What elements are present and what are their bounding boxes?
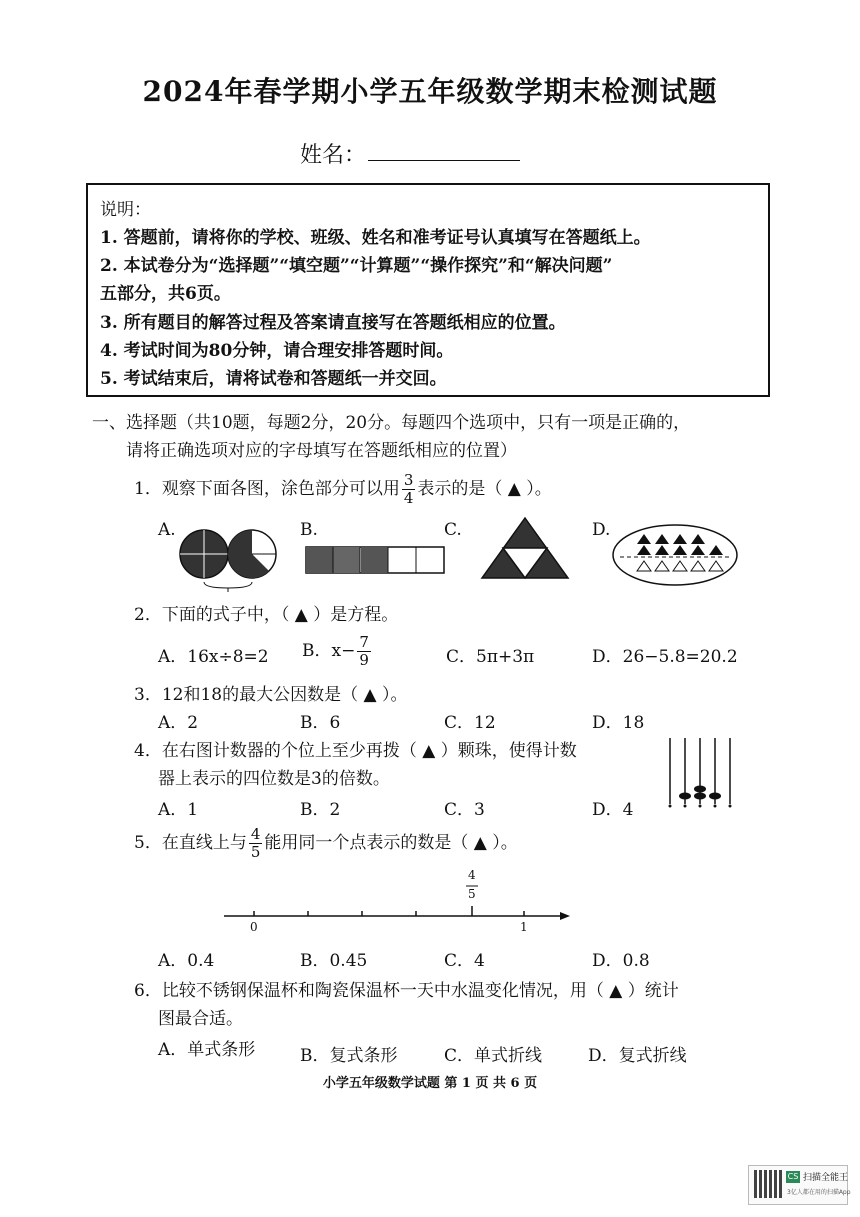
scanner-watermark	[748, 1165, 851, 1205]
instruction-item: 5. 考试结束后，请将试卷和答题纸一并交回。	[100, 369, 447, 389]
q1-option-d-label: D.	[592, 520, 611, 540]
q5-stem-post: 能用同一个点表示的数是（ ▲ ）。	[264, 833, 518, 853]
question-2-stem: 2．下面的式子中，（ ▲ ）是方程。	[134, 605, 399, 625]
section-heading-line2: 请将正确选项对应的字母填写在答题纸相应的位置）	[126, 441, 517, 461]
name-label: 姓名：	[300, 143, 367, 168]
instruction-item: 2. 本试卷分为“选择题”“填空题”“计算题”“操作探究”和“解决问题”	[100, 256, 613, 276]
watermark-subtitle: 3亿人都在用的扫描App	[787, 1189, 851, 1196]
q1-figure-c	[480, 516, 570, 580]
watermark-title: 扫描全能王	[803, 1173, 849, 1183]
instruction-item: 4. 考试时间为80分钟，请合理安排答题时间。	[100, 341, 454, 361]
instructions-box	[86, 183, 770, 397]
q5-option-a: A．0.4	[158, 951, 215, 971]
q3-option-c: C．12	[444, 713, 496, 733]
q1-stem-post: 表示的是（ ▲ ）。	[417, 479, 552, 499]
page-title: 2024年春学期小学五年级数学期末检测试题	[142, 75, 718, 108]
q4-option-c: C．3	[444, 800, 485, 820]
q1-option-a-label: A.	[158, 520, 176, 540]
number-line-one: 1	[520, 920, 528, 934]
question-5-stem	[134, 826, 518, 861]
abacus-counter	[664, 736, 744, 810]
instruction-item: 3. 所有题目的解答过程及答案请直接写在答题纸相应的位置。	[100, 313, 566, 333]
q5-stem-pre: 5．在直线上与	[134, 833, 247, 853]
fraction-denominator: 9	[359, 651, 369, 669]
q6-option-c: C．单式折线	[444, 1046, 543, 1066]
question-6-line1: 6．比较不锈钢保温杯和陶瓷保温杯一天中水温变化情况，用（ ▲ ）统计	[134, 981, 679, 1001]
q2-option-b	[302, 634, 373, 669]
q5-option-d: D．0.8	[592, 951, 650, 971]
question-4-line1: 4．在右图计数器的个位上至少再拨（ ▲ ）颗珠，使得计数	[134, 741, 577, 761]
instruction-item: 1. 答题前，请将你的学校、班级、姓名和准考证号认真填写在答题纸上。	[100, 228, 651, 248]
q5-option-b: B．0.45	[300, 951, 368, 971]
q3-option-a: A．2	[158, 713, 199, 733]
camscanner-logo-icon: CS	[787, 1172, 799, 1181]
q2-option-a: A．16x÷8=2	[158, 647, 269, 667]
q6-option-d: D．复式折线	[588, 1046, 687, 1066]
q2-option-b-pre: B．x−	[302, 641, 356, 661]
fraction-numerator: 4	[250, 825, 261, 843]
q3-option-b: B．6	[300, 713, 341, 733]
q2-option-c: C．5π+3π	[446, 647, 535, 667]
q5-option-c: C．4	[444, 951, 485, 971]
question-4-line2: 器上表示的四位数是3的倍数。	[158, 769, 390, 789]
q4-option-d: D．4	[592, 800, 634, 820]
question-1-stem	[134, 472, 552, 507]
fraction	[249, 826, 263, 861]
fraction-denominator: 5	[250, 843, 261, 861]
fraction-numerator: 3	[403, 471, 414, 489]
q1-option-c-label: C.	[444, 520, 462, 540]
q6-option-a: A．单式条形	[158, 1040, 256, 1060]
question-6-line2: 图最合适。	[158, 1009, 243, 1029]
q3-option-d: D．18	[592, 713, 645, 733]
fraction	[402, 472, 416, 507]
q1-figure-a	[178, 526, 278, 592]
q1-stem-pre: 1．观察下面各图，涂色部分可以用	[134, 479, 400, 499]
number-line-mark-denominator: 5	[468, 887, 476, 901]
page-footer: 小学五年级数学试题 第 1 页 共 6 页	[322, 1076, 538, 1091]
number-line-mark-numerator: 4	[468, 868, 476, 882]
fraction	[357, 634, 371, 669]
qr-code-icon	[754, 1170, 782, 1198]
q1-figure-d	[612, 524, 738, 586]
q4-option-a: A．1	[158, 800, 199, 820]
fraction-numerator: 7	[359, 633, 369, 651]
q1-figure-b	[305, 545, 445, 575]
number-line-zero: 0	[250, 920, 258, 934]
question-3-stem: 3．12和18的最大公因数是（ ▲ ）。	[134, 685, 408, 705]
instruction-item: 五部分，共6页。	[100, 284, 231, 304]
name-blank-line	[368, 160, 520, 161]
q4-option-b: B．2	[300, 800, 341, 820]
fraction-denominator: 4	[403, 489, 414, 507]
q2-option-d: D．26−5.8=20.2	[592, 647, 738, 667]
q1-option-b-label: B.	[300, 520, 318, 540]
q6-option-b: B．复式条形	[300, 1046, 398, 1066]
instructions-heading: 说明：	[100, 200, 151, 220]
section-heading: 一、选择题（共10题，每题2分，20分。每题四个选项中，只有一项是正确的，	[92, 413, 691, 433]
